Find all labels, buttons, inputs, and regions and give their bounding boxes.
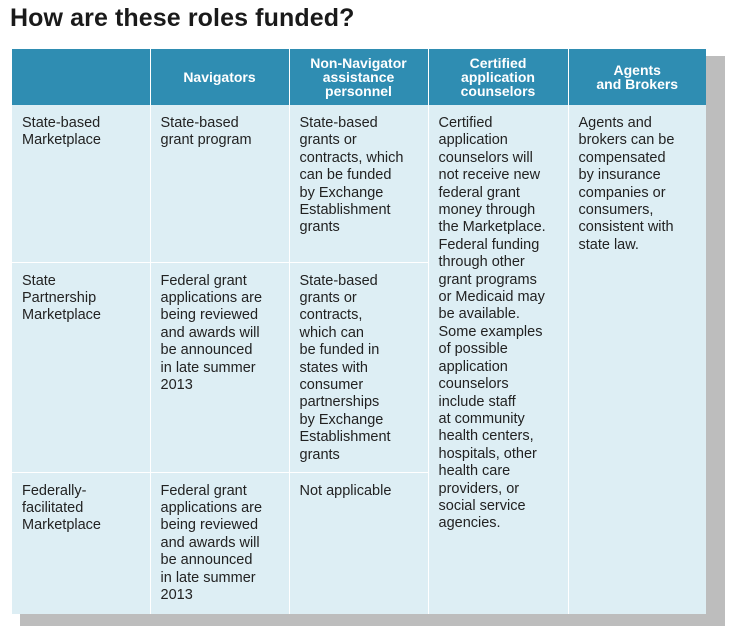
agents-brokers-cell: Agents and brokers can be compensated by insurance companies or consumers, consistent with state law.	[568, 105, 706, 614]
navigators-cell: Federal grant applications are being reviewed and awards will be announced in late summer 2013	[150, 472, 289, 614]
row-label: State Partnership Marketplace	[12, 262, 150, 472]
navigators-cell: Federal grant applications are being reviewed and awards will be announced in late summer 2013	[150, 262, 289, 472]
funding-table	[12, 49, 706, 614]
header-non-navigator: Non-Navigator assistance personnel	[289, 49, 428, 105]
page-title: How are these roles funded?	[10, 4, 355, 32]
certified-counselors-cell: Certified application counselors will not receive new federal grant money through the Marketplace. Federal funding through other grant programs or Medicaid may be available. Some examples of possible application counselors include staff at community health centers, hospitals, other health care providers, or social service agencies.	[428, 105, 568, 614]
table-row	[12, 105, 706, 262]
non-navigator-cell: State-based grants or contracts, which can be funded by Exchange Establishment grants	[289, 105, 428, 262]
navigators-cell: State-based grant program	[150, 105, 289, 262]
header-navigators: Navigators	[150, 49, 289, 105]
row-label: Federally- facilitated Marketplace	[12, 472, 150, 614]
header-certified-counselors: Certified application counselors	[428, 49, 568, 105]
header-row	[12, 49, 706, 105]
header-empty	[12, 49, 150, 105]
non-navigator-cell: Not applicable	[289, 472, 428, 614]
row-label: State-based Marketplace	[12, 105, 150, 262]
non-navigator-cell: State-based grants or contracts, which can be funded in states with consumer partnerships by Exchange Establishment grants	[289, 262, 428, 472]
header-agents-brokers: Agents and Brokers	[568, 49, 706, 105]
